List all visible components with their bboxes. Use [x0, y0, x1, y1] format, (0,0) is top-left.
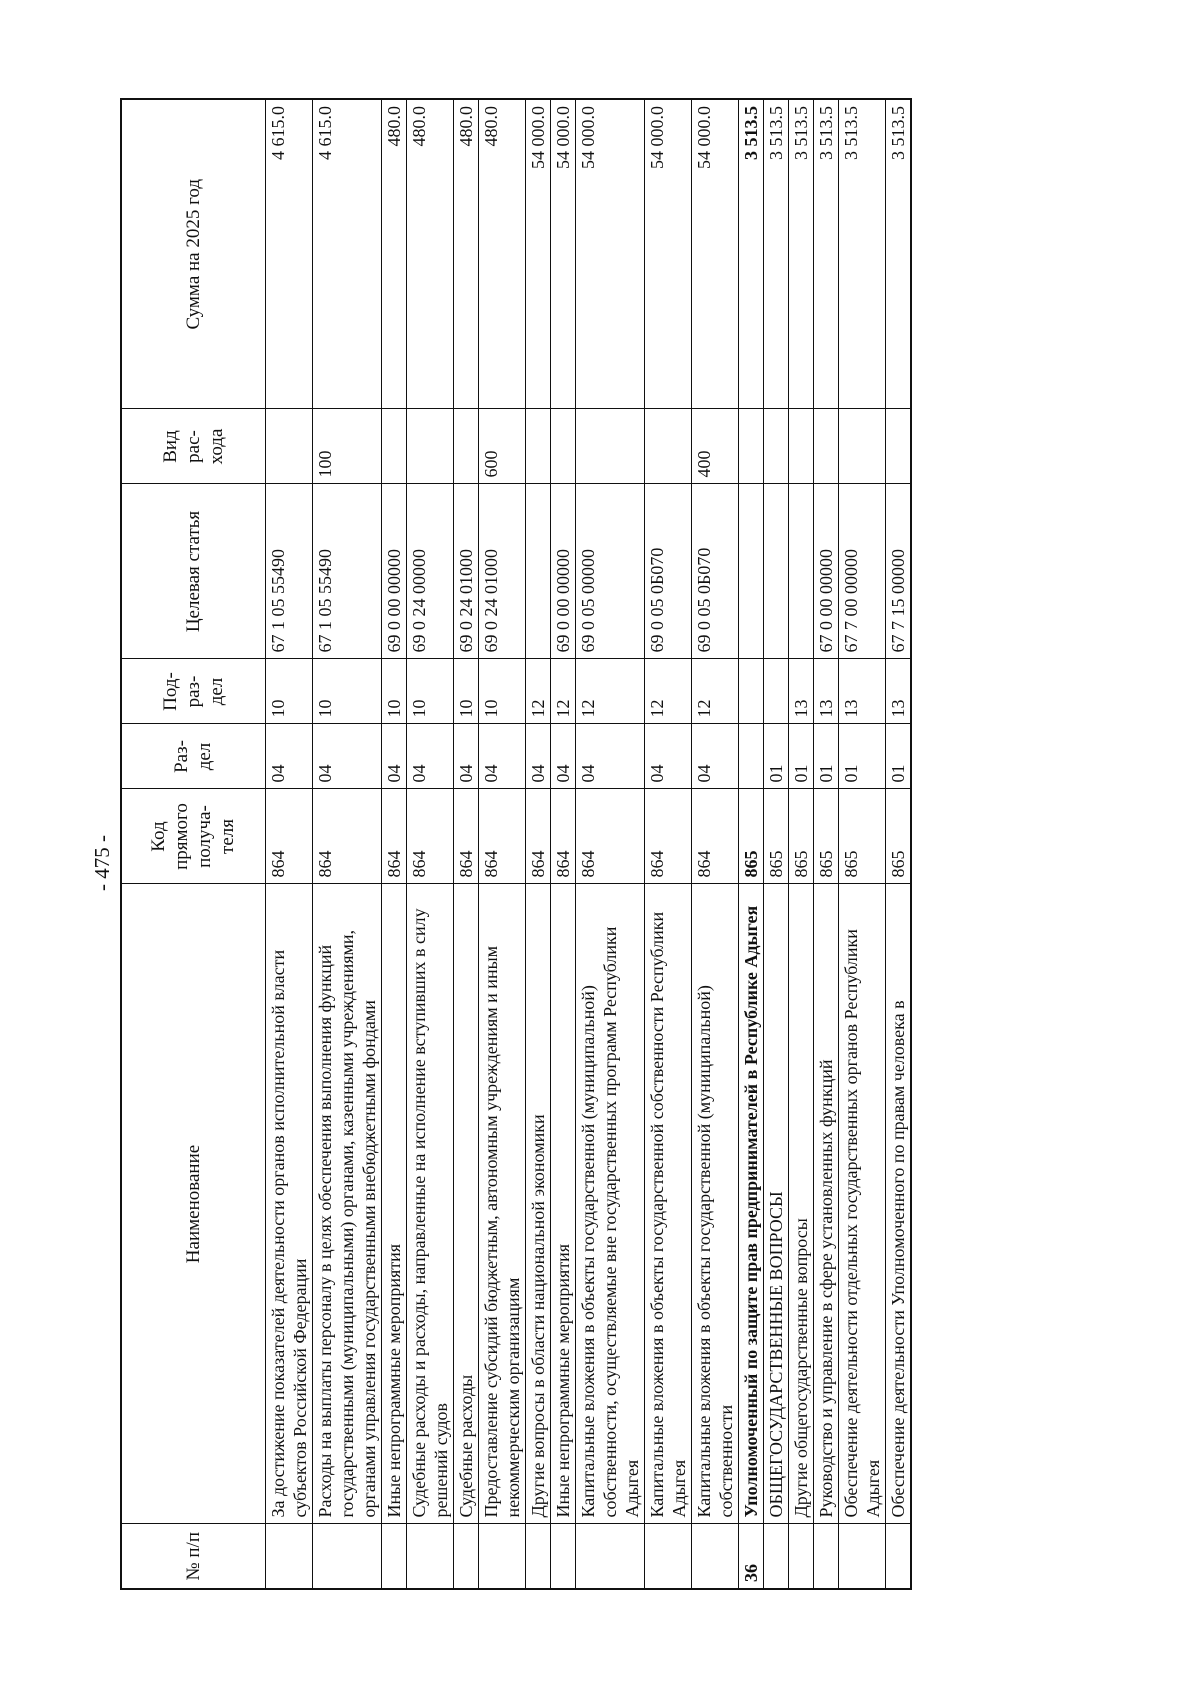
row-podrazdel: 10: [453, 659, 478, 724]
row-name: Капитальные вложения в объекты государственной (муниципальной) собственности, осуществляемые вне государственных программ Республики Адыгея: [575, 884, 644, 1524]
row-code: 864: [550, 789, 575, 884]
row-num: [406, 1524, 453, 1589]
row-summa: 4 615.0: [312, 99, 381, 409]
row-vid: [738, 409, 763, 484]
row-razdel: 01: [788, 724, 813, 789]
row-summa: 54 000.0: [575, 99, 644, 409]
row-podrazdel: 13: [813, 659, 838, 724]
table-row: [788, 99, 813, 1589]
table-row: [550, 99, 575, 1589]
budget-table: [120, 98, 912, 1590]
row-name: Иные непрограммные мероприятия: [550, 884, 575, 1524]
row-code: 865: [738, 789, 763, 884]
row-name: Предоставление субсидий бюджетным, автономным учреждениям и иным некоммерческим организациям: [478, 884, 525, 1524]
row-razdel: 04: [644, 724, 691, 789]
row-celevaya: 67 7 15 00000: [885, 484, 911, 659]
row-razdel: 04: [381, 724, 406, 789]
header-podrazdel: Под-раз-дел: [121, 659, 265, 724]
row-num: [550, 1524, 575, 1589]
row-podrazdel: 10: [381, 659, 406, 724]
table-row: [813, 99, 838, 1589]
row-summa: 54 000.0: [550, 99, 575, 409]
header-num: № п/п: [121, 1524, 265, 1589]
row-name: Капитальные вложения в объекты государственной собственности Республики Адыгея: [644, 884, 691, 1524]
row-code: 865: [788, 789, 813, 884]
table-row: [406, 99, 453, 1589]
row-vid: [381, 409, 406, 484]
rotated-page: [120, 100, 1080, 1590]
row-celevaya: 69 0 05 0Б070: [644, 484, 691, 659]
row-name: За достижение показателей деятельности органов исполнительной власти субъектов Российской Федерации: [265, 884, 312, 1524]
row-code: 865: [813, 789, 838, 884]
row-podrazdel: 10: [478, 659, 525, 724]
row-num: [575, 1524, 644, 1589]
row-celevaya: [738, 484, 763, 659]
table-row: [838, 99, 885, 1589]
table-header-row: [121, 99, 265, 1589]
row-podrazdel: 12: [691, 659, 738, 724]
row-num: [525, 1524, 550, 1589]
row-name: Обеспечение деятельности Уполномоченного по правам человека в: [885, 884, 911, 1524]
row-vid: [813, 409, 838, 484]
row-num: [788, 1524, 813, 1589]
row-num: [763, 1524, 788, 1589]
table-row: [453, 99, 478, 1589]
row-vid: [453, 409, 478, 484]
row-razdel: [738, 724, 763, 789]
row-podrazdel: 10: [265, 659, 312, 724]
row-name: Уполномоченный по защите прав предпринимателей в Республике Адыгея: [738, 884, 763, 1524]
row-celevaya: [763, 484, 788, 659]
header-code: Код прямого получа-теля: [121, 789, 265, 884]
row-code: 864: [644, 789, 691, 884]
row-razdel: 04: [312, 724, 381, 789]
row-summa: 54 000.0: [525, 99, 550, 409]
table-row: [763, 99, 788, 1589]
row-code: 864: [453, 789, 478, 884]
table-row: [381, 99, 406, 1589]
row-summa: 3 513.5: [763, 99, 788, 409]
row-summa: 480.0: [453, 99, 478, 409]
row-code: 865: [838, 789, 885, 884]
row-podrazdel: 12: [644, 659, 691, 724]
row-name: ОБЩЕГОСУДАРСТВЕННЫЕ ВОПРОСЫ: [763, 884, 788, 1524]
table-row: [265, 99, 312, 1589]
row-code: 865: [763, 789, 788, 884]
row-num: [265, 1524, 312, 1589]
row-vid: [644, 409, 691, 484]
row-podrazdel: 12: [525, 659, 550, 724]
row-num: 36: [738, 1524, 763, 1589]
row-celevaya: 69 0 05 00000: [575, 484, 644, 659]
row-vid: 400: [691, 409, 738, 484]
row-name: Обеспечение деятельности отдельных государственных органов Республики Адыгея: [838, 884, 885, 1524]
table-row: [478, 99, 525, 1589]
row-code: 864: [312, 789, 381, 884]
row-name: Судебные расходы: [453, 884, 478, 1524]
row-razdel: 01: [763, 724, 788, 789]
row-razdel: 04: [453, 724, 478, 789]
row-podrazdel: 13: [885, 659, 911, 724]
row-razdel: 04: [575, 724, 644, 789]
row-celevaya: 69 0 24 00000: [406, 484, 453, 659]
row-summa: 54 000.0: [644, 99, 691, 409]
page-number: - 475 -: [90, 835, 114, 891]
row-summa: 3 513.5: [738, 99, 763, 409]
row-summa: 480.0: [406, 99, 453, 409]
row-code: 864: [525, 789, 550, 884]
row-razdel: 01: [813, 724, 838, 789]
row-summa: 54 000.0: [691, 99, 738, 409]
row-vid: [550, 409, 575, 484]
row-podrazdel: 10: [312, 659, 381, 724]
row-vid: [575, 409, 644, 484]
row-vid: [885, 409, 911, 484]
row-code: 864: [406, 789, 453, 884]
row-code: 864: [691, 789, 738, 884]
row-summa: 3 513.5: [838, 99, 885, 409]
header-razdel: Раз-дел: [121, 724, 265, 789]
row-razdel: 01: [885, 724, 911, 789]
table-row: [644, 99, 691, 1589]
table-row: [525, 99, 550, 1589]
row-vid: [525, 409, 550, 484]
row-podrazdel: 13: [838, 659, 885, 724]
row-num: [453, 1524, 478, 1589]
table-row: [885, 99, 911, 1589]
row-celevaya: 67 1 05 55490: [265, 484, 312, 659]
row-num: [478, 1524, 525, 1589]
row-summa: 480.0: [478, 99, 525, 409]
row-vid: [838, 409, 885, 484]
row-summa: 480.0: [381, 99, 406, 409]
row-celevaya: 69 0 05 0Б070: [691, 484, 738, 659]
row-vid: [788, 409, 813, 484]
row-name: Расходы на выплаты персоналу в целях обеспечения выполнения функций государственными (муниципальными) органами, казенными учреждениями, органами управления государственными внебюджетными фондами: [312, 884, 381, 1524]
row-num: [813, 1524, 838, 1589]
row-razdel: 04: [550, 724, 575, 789]
row-vid: 100: [312, 409, 381, 484]
header-name: Наименование: [121, 884, 265, 1524]
row-code: 864: [575, 789, 644, 884]
row-podrazdel: 10: [406, 659, 453, 724]
row-celevaya: [525, 484, 550, 659]
row-name: Судебные расходы и расходы, направленные на исполнение вступивших в силу решений судов: [406, 884, 453, 1524]
row-name: Другие общегосударственные вопросы: [788, 884, 813, 1524]
table-row: [312, 99, 381, 1589]
row-celevaya: 69 0 24 01000: [478, 484, 525, 659]
row-celevaya: 69 0 00 00000: [550, 484, 575, 659]
row-vid: 600: [478, 409, 525, 484]
row-razdel: 04: [478, 724, 525, 789]
table-row: [691, 99, 738, 1589]
row-vid: [265, 409, 312, 484]
table-row: [738, 99, 763, 1589]
row-celevaya: 69 0 24 01000: [453, 484, 478, 659]
header-summa: Сумма на 2025 год: [121, 99, 265, 409]
row-vid: [406, 409, 453, 484]
header-vid: Вид рас-хода: [121, 409, 265, 484]
row-razdel: 04: [406, 724, 453, 789]
row-num: [885, 1524, 911, 1589]
row-code: 864: [381, 789, 406, 884]
row-celevaya: 67 0 00 00000: [813, 484, 838, 659]
row-celevaya: 67 1 05 55490: [312, 484, 381, 659]
table-body: [265, 99, 911, 1589]
row-num: [691, 1524, 738, 1589]
row-summa: 3 513.5: [813, 99, 838, 409]
row-num: [838, 1524, 885, 1589]
row-name: Иные непрограммные мероприятия: [381, 884, 406, 1524]
row-celevaya: 67 7 00 00000: [838, 484, 885, 659]
row-vid: [763, 409, 788, 484]
row-podrazdel: 12: [550, 659, 575, 724]
row-summa: 3 513.5: [885, 99, 911, 409]
row-summa: 3 513.5: [788, 99, 813, 409]
row-podrazdel: 13: [788, 659, 813, 724]
row-razdel: 04: [525, 724, 550, 789]
row-name: Другие вопросы в области национальной экономики: [525, 884, 550, 1524]
row-podrazdel: [763, 659, 788, 724]
row-razdel: 04: [265, 724, 312, 789]
row-razdel: 01: [838, 724, 885, 789]
row-num: [381, 1524, 406, 1589]
table-row: [575, 99, 644, 1589]
row-celevaya: [788, 484, 813, 659]
row-name: Капитальные вложения в объекты государственной (муниципальной) собственности: [691, 884, 738, 1524]
row-num: [644, 1524, 691, 1589]
row-celevaya: 69 0 00 00000: [381, 484, 406, 659]
row-podrazdel: 12: [575, 659, 644, 724]
header-celevaya: Целевая статья: [121, 484, 265, 659]
row-summa: 4 615.0: [265, 99, 312, 409]
row-num: [312, 1524, 381, 1589]
row-code: 864: [265, 789, 312, 884]
row-name: Руководство и управление в сфере установленных функций: [813, 884, 838, 1524]
row-code: 865: [885, 789, 911, 884]
row-podrazdel: [738, 659, 763, 724]
row-razdel: 04: [691, 724, 738, 789]
row-code: 864: [478, 789, 525, 884]
